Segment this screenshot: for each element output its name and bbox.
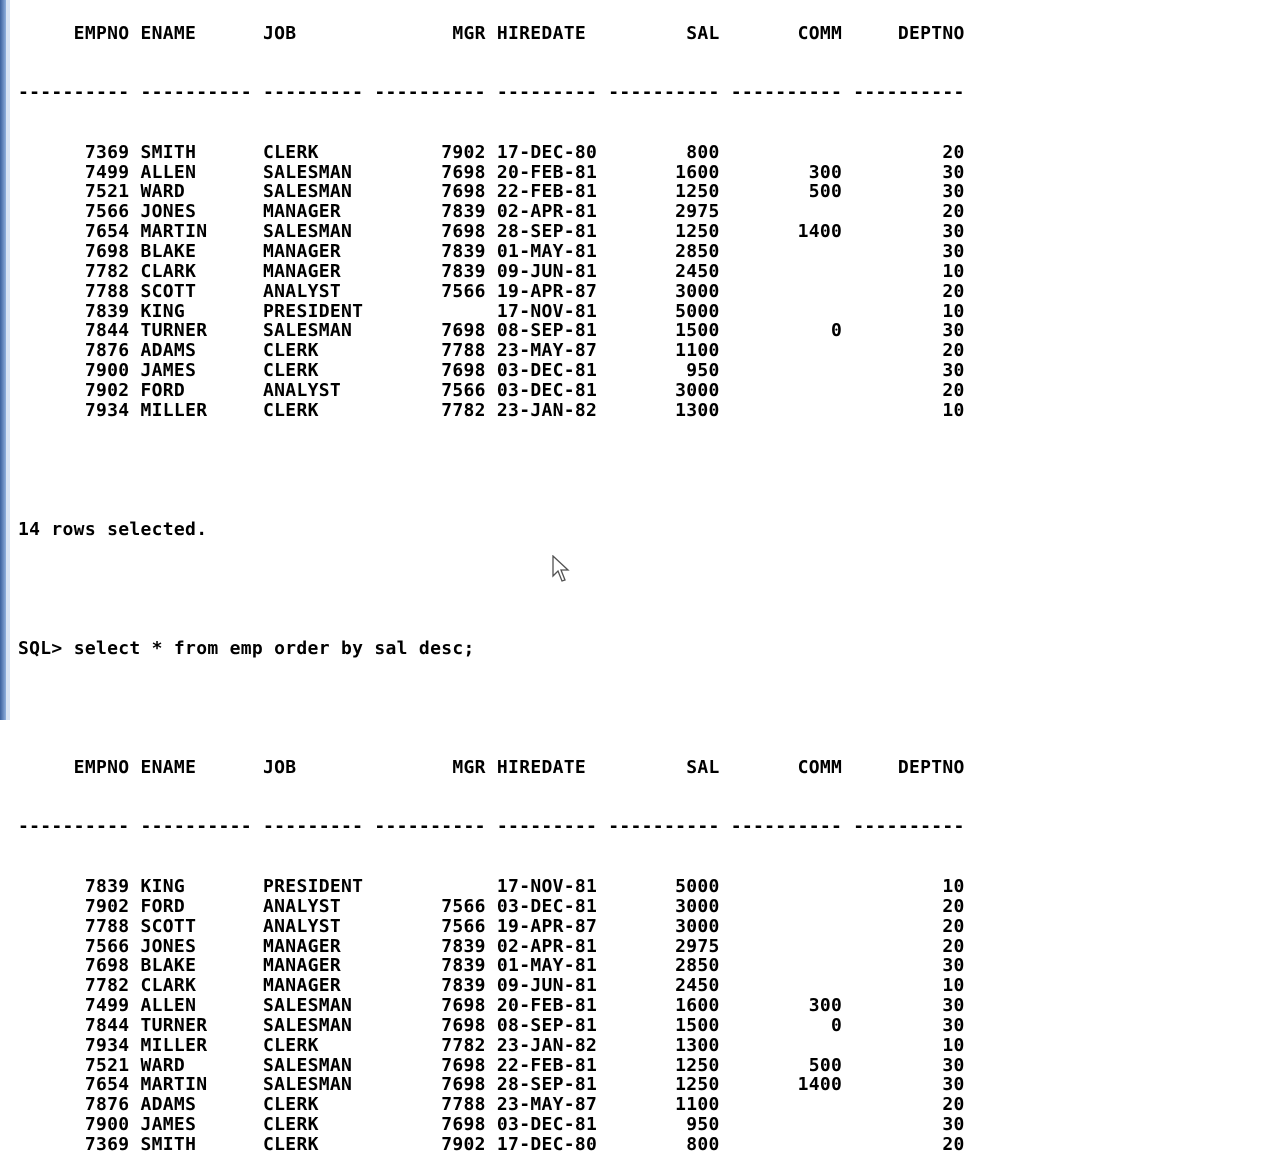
cell-deptno: 20 xyxy=(853,141,965,163)
cell-sal: 1300 xyxy=(608,1034,731,1056)
cell-sal: 1100 xyxy=(608,1094,731,1116)
cell-comm: 500 xyxy=(730,1054,854,1076)
cell-ename: FORD xyxy=(140,379,264,401)
command-line[interactable] xyxy=(18,639,965,659)
cell-hiredate: 01-MAY-81 xyxy=(496,955,609,977)
table-row xyxy=(18,1016,965,1036)
cell-deptno: 20 xyxy=(853,280,965,302)
cell-job: CLERK xyxy=(263,1094,375,1116)
cell-mgr: 7698 xyxy=(374,1014,497,1036)
cell-sal: 1500 xyxy=(608,1014,731,1036)
cell-empno: 7369 xyxy=(18,141,141,163)
cell-sal: 1250 xyxy=(608,1054,731,1076)
cell-job: PRESIDENT xyxy=(263,300,375,322)
cell-empno: 7654 xyxy=(18,1074,141,1096)
cell-ename: SCOTT xyxy=(140,915,264,937)
cell-empno: 7521 xyxy=(18,1054,141,1076)
cell-deptno: 30 xyxy=(853,161,965,183)
cell-comm xyxy=(731,1134,854,1155)
cell-hiredate: 23-JAN-82 xyxy=(496,1034,609,1056)
cell-empno: 7499 xyxy=(18,161,141,183)
table-row xyxy=(18,341,965,361)
cell-ename: ALLEN xyxy=(140,995,264,1017)
cell-sal: 1600 xyxy=(608,995,731,1017)
cell-ename: TURNER xyxy=(140,1014,264,1036)
mouse-pointer-icon xyxy=(552,555,570,583)
cell-hiredate: 20-FEB-81 xyxy=(496,995,609,1017)
cell-hiredate: 28-SEP-81 xyxy=(496,1074,609,1096)
cell-empno: 7900 xyxy=(18,360,141,382)
cell-job: ANALYST xyxy=(263,895,375,917)
cell-ename: BLAKE xyxy=(140,955,264,977)
cell-hiredate: 09-JUN-81 xyxy=(496,260,609,282)
column-header-sal: SAL xyxy=(608,756,731,778)
column-header-hiredate: HIREDATE xyxy=(496,756,609,778)
cell-mgr: 7566 xyxy=(374,895,497,917)
cell-deptno: 20 xyxy=(853,935,965,957)
cell-job: CLERK xyxy=(263,360,375,382)
sql-prompt: SQL> xyxy=(18,637,74,659)
cell-empno: 7788 xyxy=(18,915,141,937)
table-row xyxy=(18,1036,965,1056)
cell-job: CLERK xyxy=(263,1133,375,1155)
cell-deptno: 10 xyxy=(853,300,965,322)
cell-ename: MILLER xyxy=(140,399,264,421)
cell-ename: SMITH xyxy=(140,1133,264,1155)
table-row xyxy=(18,401,965,421)
cell-sal: 1500 xyxy=(608,320,731,342)
cell-ename: ADAMS xyxy=(140,340,264,362)
cell-mgr: 7566 xyxy=(374,280,497,302)
cell-job: ANALYST xyxy=(263,280,375,302)
cell-hiredate: 03-DEC-81 xyxy=(496,1114,609,1136)
cell-hiredate: 02-APR-81 xyxy=(496,201,609,223)
table-row xyxy=(18,877,965,897)
cell-sal: 1250 xyxy=(608,181,731,203)
cell-deptno: 30 xyxy=(853,221,965,243)
cell-deptno: 20 xyxy=(853,1133,965,1155)
table-row xyxy=(18,976,965,996)
cell-ename: BLAKE xyxy=(140,240,264,262)
cell-hiredate: 23-JAN-82 xyxy=(496,399,609,421)
cell-comm xyxy=(731,1094,854,1115)
cell-hiredate: 23-MAY-87 xyxy=(496,340,609,362)
cell-sal: 5000 xyxy=(608,875,731,897)
cell-empno: 7521 xyxy=(18,181,141,203)
cell-deptno: 10 xyxy=(853,975,965,997)
blank-line xyxy=(18,460,965,480)
cell-empno: 7369 xyxy=(18,1133,141,1155)
cell-hiredate: 09-JUN-81 xyxy=(496,975,609,997)
table-row xyxy=(18,1095,965,1115)
cell-comm xyxy=(731,1114,854,1135)
cell-sal: 950 xyxy=(608,1114,731,1136)
cell-hiredate: 17-NOV-81 xyxy=(496,300,609,322)
cell-comm xyxy=(731,936,854,957)
cell-sal: 3000 xyxy=(608,895,731,917)
table-row xyxy=(18,202,965,222)
cell-ename: FORD xyxy=(140,895,264,917)
cell-job: CLERK xyxy=(263,141,375,163)
cell-job: CLERK xyxy=(263,1034,375,1056)
cell-empno: 7839 xyxy=(18,300,141,322)
cell-hiredate: 03-DEC-81 xyxy=(496,379,609,401)
table-row xyxy=(18,1135,965,1155)
table-row xyxy=(18,361,965,381)
cell-sal: 1100 xyxy=(608,340,731,362)
cell-mgr: 7902 xyxy=(374,141,497,163)
cell-comm xyxy=(731,400,854,421)
cell-sal: 1250 xyxy=(608,1074,731,1096)
cell-job: SALESMAN xyxy=(263,1074,375,1096)
cell-ename: CLARK xyxy=(140,260,264,282)
cell-hiredate: 08-SEP-81 xyxy=(496,320,609,342)
cell-ename: WARD xyxy=(140,181,264,203)
cell-hiredate: 28-SEP-81 xyxy=(496,221,609,243)
cell-mgr: 7698 xyxy=(374,1114,497,1136)
cell-sal: 1250 xyxy=(608,221,731,243)
cell-comm: 1400 xyxy=(730,221,854,243)
cell-mgr xyxy=(374,301,497,322)
cell-job: SALESMAN xyxy=(263,995,375,1017)
cell-job: SALESMAN xyxy=(263,221,375,243)
cell-job: MANAGER xyxy=(263,955,375,977)
cell-hiredate: 17-DEC-80 xyxy=(496,141,609,163)
table-row xyxy=(18,163,965,183)
cell-sal: 2450 xyxy=(608,260,731,282)
column-separator: ---------- ---------- --------- ---------- --------- ---------- ---------- ---------- xyxy=(18,816,965,838)
cell-comm xyxy=(731,896,854,917)
column-header-ename: ENAME xyxy=(140,756,264,778)
cell-mgr: 7839 xyxy=(374,935,497,957)
table-row xyxy=(18,321,965,341)
cell-mgr: 7698 xyxy=(374,995,497,1017)
cell-sal: 1300 xyxy=(608,399,731,421)
cell-job: SALESMAN xyxy=(263,161,375,183)
cell-hiredate: 22-FEB-81 xyxy=(496,1054,609,1076)
cell-job: MANAGER xyxy=(263,260,375,282)
table-row xyxy=(18,956,965,976)
cell-mgr: 7839 xyxy=(374,975,497,997)
cell-hiredate: 08-SEP-81 xyxy=(496,1014,609,1036)
cell-hiredate: 20-FEB-81 xyxy=(496,161,609,183)
cell-mgr: 7698 xyxy=(374,161,497,183)
cell-mgr: 7566 xyxy=(374,915,497,937)
cell-sal: 5000 xyxy=(608,300,731,322)
table-row xyxy=(18,302,965,322)
cell-deptno: 10 xyxy=(853,260,965,282)
table-row xyxy=(18,282,965,302)
cell-job: SALESMAN xyxy=(263,1014,375,1036)
blank-line xyxy=(18,579,965,599)
cell-empno: 7654 xyxy=(18,221,141,243)
table-row xyxy=(18,937,965,957)
sqlplus-console[interactable] xyxy=(18,0,965,1175)
cell-comm: 500 xyxy=(730,181,854,203)
cell-comm: 1400 xyxy=(730,1074,854,1096)
table-row xyxy=(18,222,965,242)
cell-job: MANAGER xyxy=(263,935,375,957)
cell-hiredate: 19-APR-87 xyxy=(496,915,609,937)
cell-empno: 7782 xyxy=(18,260,141,282)
cell-hiredate: 01-MAY-81 xyxy=(496,240,609,262)
cell-mgr: 7782 xyxy=(374,399,497,421)
cell-mgr: 7698 xyxy=(374,1074,497,1096)
cell-mgr: 7839 xyxy=(374,201,497,223)
cell-comm xyxy=(731,261,854,282)
table-row xyxy=(18,242,965,262)
header-separator: ---------- ---------- --------- ---------- --------- ---------- ---------- ---------- xyxy=(18,82,965,104)
cell-mgr: 7698 xyxy=(374,221,497,243)
cell-ename: KING xyxy=(140,875,264,897)
cell-sal: 1600 xyxy=(608,161,731,183)
table-row xyxy=(18,1075,965,1095)
cell-mgr: 7698 xyxy=(374,360,497,382)
cell-comm xyxy=(731,916,854,937)
sql-command: select * from emp order by sal desc; xyxy=(73,637,475,659)
cell-deptno: 10 xyxy=(853,1034,965,1056)
cell-mgr: 7839 xyxy=(374,240,497,262)
cell-job: MANAGER xyxy=(263,201,375,223)
cell-comm: 300 xyxy=(730,995,854,1017)
cell-empno: 7698 xyxy=(18,240,141,262)
cell-empno: 7844 xyxy=(18,1014,141,1036)
cell-job: MANAGER xyxy=(263,975,375,997)
cell-empno: 7934 xyxy=(18,1034,141,1056)
cell-ename: JAMES xyxy=(140,360,264,382)
cell-deptno: 20 xyxy=(853,340,965,362)
cell-empno: 7844 xyxy=(18,320,141,342)
column-header-comm: COMM xyxy=(730,756,854,778)
cell-ename: ALLEN xyxy=(140,161,264,183)
cell-hiredate: 17-DEC-80 xyxy=(496,1133,609,1155)
cell-comm xyxy=(731,975,854,996)
cell-comm xyxy=(731,201,854,222)
table-row xyxy=(18,262,965,282)
cell-hiredate: 19-APR-87 xyxy=(496,280,609,302)
cell-hiredate: 03-DEC-81 xyxy=(496,360,609,382)
cell-deptno: 30 xyxy=(853,1074,965,1096)
table-row xyxy=(18,143,965,163)
cell-empno: 7566 xyxy=(18,201,141,223)
cell-mgr: 7698 xyxy=(374,181,497,203)
cell-comm: 0 xyxy=(730,320,854,342)
column-header-job: JOB xyxy=(263,756,375,778)
cell-comm xyxy=(731,142,854,163)
cell-hiredate: 03-DEC-81 xyxy=(496,895,609,917)
cell-empno: 7782 xyxy=(18,975,141,997)
cell-comm xyxy=(731,281,854,302)
cell-empno: 7698 xyxy=(18,955,141,977)
cell-sal: 2450 xyxy=(608,975,731,997)
cell-deptno: 30 xyxy=(853,995,965,1017)
cell-ename: CLARK xyxy=(140,975,264,997)
cell-job: SALESMAN xyxy=(263,181,375,203)
cell-mgr xyxy=(374,876,497,897)
cell-comm: 300 xyxy=(730,161,854,183)
cell-mgr: 7788 xyxy=(374,340,497,362)
cell-comm xyxy=(731,340,854,361)
cell-deptno: 30 xyxy=(853,1114,965,1136)
table-row xyxy=(18,1056,965,1076)
cell-ename: WARD xyxy=(140,1054,264,1076)
cell-ename: MARTIN xyxy=(140,1074,264,1096)
cell-sal: 800 xyxy=(608,1133,731,1155)
table-row xyxy=(18,182,965,202)
cell-empno: 7839 xyxy=(18,875,141,897)
cell-ename: SMITH xyxy=(140,141,264,163)
cell-ename: TURNER xyxy=(140,320,264,342)
cell-hiredate: 23-MAY-87 xyxy=(496,1094,609,1116)
cell-comm: 0 xyxy=(730,1014,854,1036)
cell-hiredate: 02-APR-81 xyxy=(496,935,609,957)
cell-sal: 3000 xyxy=(608,915,731,937)
cell-empno: 7876 xyxy=(18,1094,141,1116)
rows-selected-message: 14 rows selected. xyxy=(18,518,208,540)
table-row xyxy=(18,996,965,1016)
cell-empno: 7934 xyxy=(18,399,141,421)
cell-mgr: 7698 xyxy=(374,320,497,342)
cell-empno: 7876 xyxy=(18,340,141,362)
cell-deptno: 30 xyxy=(853,955,965,977)
cell-empno: 7788 xyxy=(18,280,141,302)
cell-sal: 3000 xyxy=(608,280,731,302)
partial-header: EMPNO ENAME JOB MGR HIREDATE SAL COMM DEPTNO xyxy=(18,22,965,44)
cell-ename: JAMES xyxy=(140,1114,264,1136)
cell-ename: MILLER xyxy=(140,1034,264,1056)
cell-hiredate: 22-FEB-81 xyxy=(496,181,609,203)
table-row xyxy=(18,897,965,917)
column-header-row xyxy=(18,758,965,778)
cell-ename: MARTIN xyxy=(140,221,264,243)
cell-comm xyxy=(731,360,854,381)
second-result-rows xyxy=(18,877,965,1155)
cell-mgr: 7839 xyxy=(374,260,497,282)
cell-deptno: 10 xyxy=(853,399,965,421)
cell-mgr: 7902 xyxy=(374,1133,497,1155)
cell-mgr: 7566 xyxy=(374,379,497,401)
first-result-rows xyxy=(18,143,965,421)
cell-ename: JONES xyxy=(140,201,264,223)
cell-job: CLERK xyxy=(263,1114,375,1136)
cell-mgr: 7839 xyxy=(374,955,497,977)
cell-mgr: 7782 xyxy=(374,1034,497,1056)
column-header-empno: EMPNO xyxy=(18,756,141,778)
cell-deptno: 30 xyxy=(853,240,965,262)
cell-comm xyxy=(731,1035,854,1056)
cell-job: CLERK xyxy=(263,399,375,421)
cell-ename: KING xyxy=(140,300,264,322)
cell-comm xyxy=(731,380,854,401)
cell-ename: SCOTT xyxy=(140,280,264,302)
cell-deptno: 20 xyxy=(853,915,965,937)
cell-hiredate: 17-NOV-81 xyxy=(496,875,609,897)
table-row xyxy=(18,381,965,401)
cell-empno: 7902 xyxy=(18,379,141,401)
cell-deptno: 30 xyxy=(853,320,965,342)
cell-job: ANALYST xyxy=(263,915,375,937)
cell-ename: JONES xyxy=(140,935,264,957)
table-row xyxy=(18,1115,965,1135)
cell-job: PRESIDENT xyxy=(263,875,375,897)
cell-sal: 2975 xyxy=(608,201,731,223)
cell-job: CLERK xyxy=(263,340,375,362)
cell-job: SALESMAN xyxy=(263,1054,375,1076)
cell-sal: 950 xyxy=(608,360,731,382)
cell-deptno: 30 xyxy=(853,1054,965,1076)
cell-comm xyxy=(731,876,854,897)
cell-mgr: 7698 xyxy=(374,1054,497,1076)
cell-deptno: 30 xyxy=(853,360,965,382)
column-header-deptno: DEPTNO xyxy=(853,756,965,778)
cell-sal: 3000 xyxy=(608,379,731,401)
cell-deptno: 20 xyxy=(853,1094,965,1116)
cell-job: MANAGER xyxy=(263,240,375,262)
cell-empno: 7566 xyxy=(18,935,141,957)
cell-sal: 2850 xyxy=(608,955,731,977)
cell-empno: 7902 xyxy=(18,895,141,917)
column-header-mgr: MGR xyxy=(374,756,497,778)
cell-comm xyxy=(731,955,854,976)
cell-deptno: 30 xyxy=(853,181,965,203)
cell-job: SALESMAN xyxy=(263,320,375,342)
window-frame-inner xyxy=(6,0,10,720)
cell-deptno: 20 xyxy=(853,201,965,223)
blank-line xyxy=(18,698,965,718)
cell-ename: ADAMS xyxy=(140,1094,264,1116)
cell-sal: 2975 xyxy=(608,935,731,957)
cell-sal: 2850 xyxy=(608,240,731,262)
cell-empno: 7499 xyxy=(18,995,141,1017)
cell-comm xyxy=(731,301,854,322)
cell-comm xyxy=(731,241,854,262)
cell-deptno: 20 xyxy=(853,895,965,917)
cell-deptno: 10 xyxy=(853,875,965,897)
cell-job: ANALYST xyxy=(263,379,375,401)
cell-deptno: 20 xyxy=(853,379,965,401)
cell-empno: 7900 xyxy=(18,1114,141,1136)
cell-deptno: 30 xyxy=(853,1014,965,1036)
cell-mgr: 7788 xyxy=(374,1094,497,1116)
cell-sal: 800 xyxy=(608,141,731,163)
table-row xyxy=(18,917,965,937)
